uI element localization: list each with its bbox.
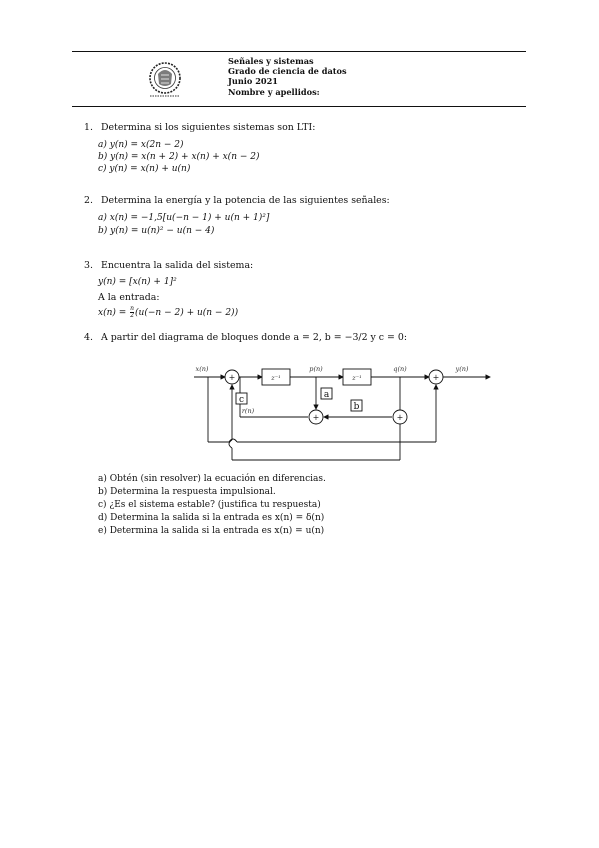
q2-item-a: a) x(n) = −1,5[u(−n − 1) + u(n + 1)²] [98,213,270,223]
question-number: 2. [84,195,93,206]
q3-input-label: A la entrada: [98,292,160,303]
q3-input-equation [98,306,238,320]
signal-q-label: q(n) [393,365,407,373]
question-number: 4. [84,332,93,343]
name-field-label: Nombre y apellidos: [228,86,320,97]
q4-item-a: a) Obtén (sin resolver) la ecuación en diferencias. [98,474,326,484]
q4-item-c: c) ¿Es el sistema estable? (justifica tu respuesta) [98,500,321,510]
gain-c-label: c [238,395,245,405]
delay-label: z⁻¹ [352,374,362,382]
question-text: Encuentra la salida del sistema: [100,260,254,271]
q1-item-b: b) y(n) = x(n + 2) + x(n) + x(n − 2) [98,152,260,162]
question-number: 3. [84,260,93,271]
course-title: Señales y sistemas [228,56,314,66]
block-diagram [180,356,520,466]
q2-item-b: b) y(n) = u(n)² − u(n − 4) [98,226,215,236]
header-info [228,56,347,97]
q3-system-equation: y(n) = [x(n) + 1]² [98,277,177,287]
fraction-numerator: n [130,305,135,312]
plus-sign: + [432,373,440,382]
question-text: Determina la energía y la potencia de las siguientes señales: [100,195,390,206]
plus-sign: + [228,373,236,382]
question-number: 1. [84,122,93,133]
question-text: Determina si los siguientes sistemas son LTI: [100,122,316,133]
header-top-rule [72,51,526,52]
gain-a-label: a [323,390,330,400]
question-3 [84,260,253,272]
plus-sign: + [396,413,404,422]
q4-item-e: e) Determina la salida si la entrada es x(n) = u(n) [98,526,325,536]
q4-item-d: d) Determina la salida si la entrada es x(n) = δ(n) [98,513,325,523]
signal-r-label: r(n) [241,407,255,415]
fraction-denominator: 2 [130,312,135,319]
q3-input-fraction [130,306,134,319]
plus-sign: + [312,413,320,422]
question-text: A partir del diagrama de bloques donde a = 2, b = −3/2 y c = 0: [100,332,407,343]
delay-label: z⁻¹ [271,374,281,382]
q1-item-a: a) y(n) = x(2n − 2) [98,140,184,150]
question-4 [84,332,407,344]
q4-item-b: b) Determina la respuesta impulsional. [98,487,276,497]
gain-b-label: b [353,402,360,412]
question-2 [84,195,390,207]
signal-y-label: y(n) [455,365,469,373]
university-seal-logo [147,60,183,100]
signal-p-label: p(n) [309,365,323,373]
signal-x-label: x(n) [195,365,209,373]
q1-item-c: c) y(n) = x(n) + u(n) [98,164,191,174]
degree-line: Grado de ciencia de datos [228,66,347,77]
question-1 [84,122,315,134]
header-bottom-rule [72,106,526,107]
q3-input-rhs: (u(−n − 2) + u(n − 2)) [135,308,239,318]
q3-input-lhs: x(n) = [98,308,127,318]
exam-date: Junio 2021 [228,76,278,87]
